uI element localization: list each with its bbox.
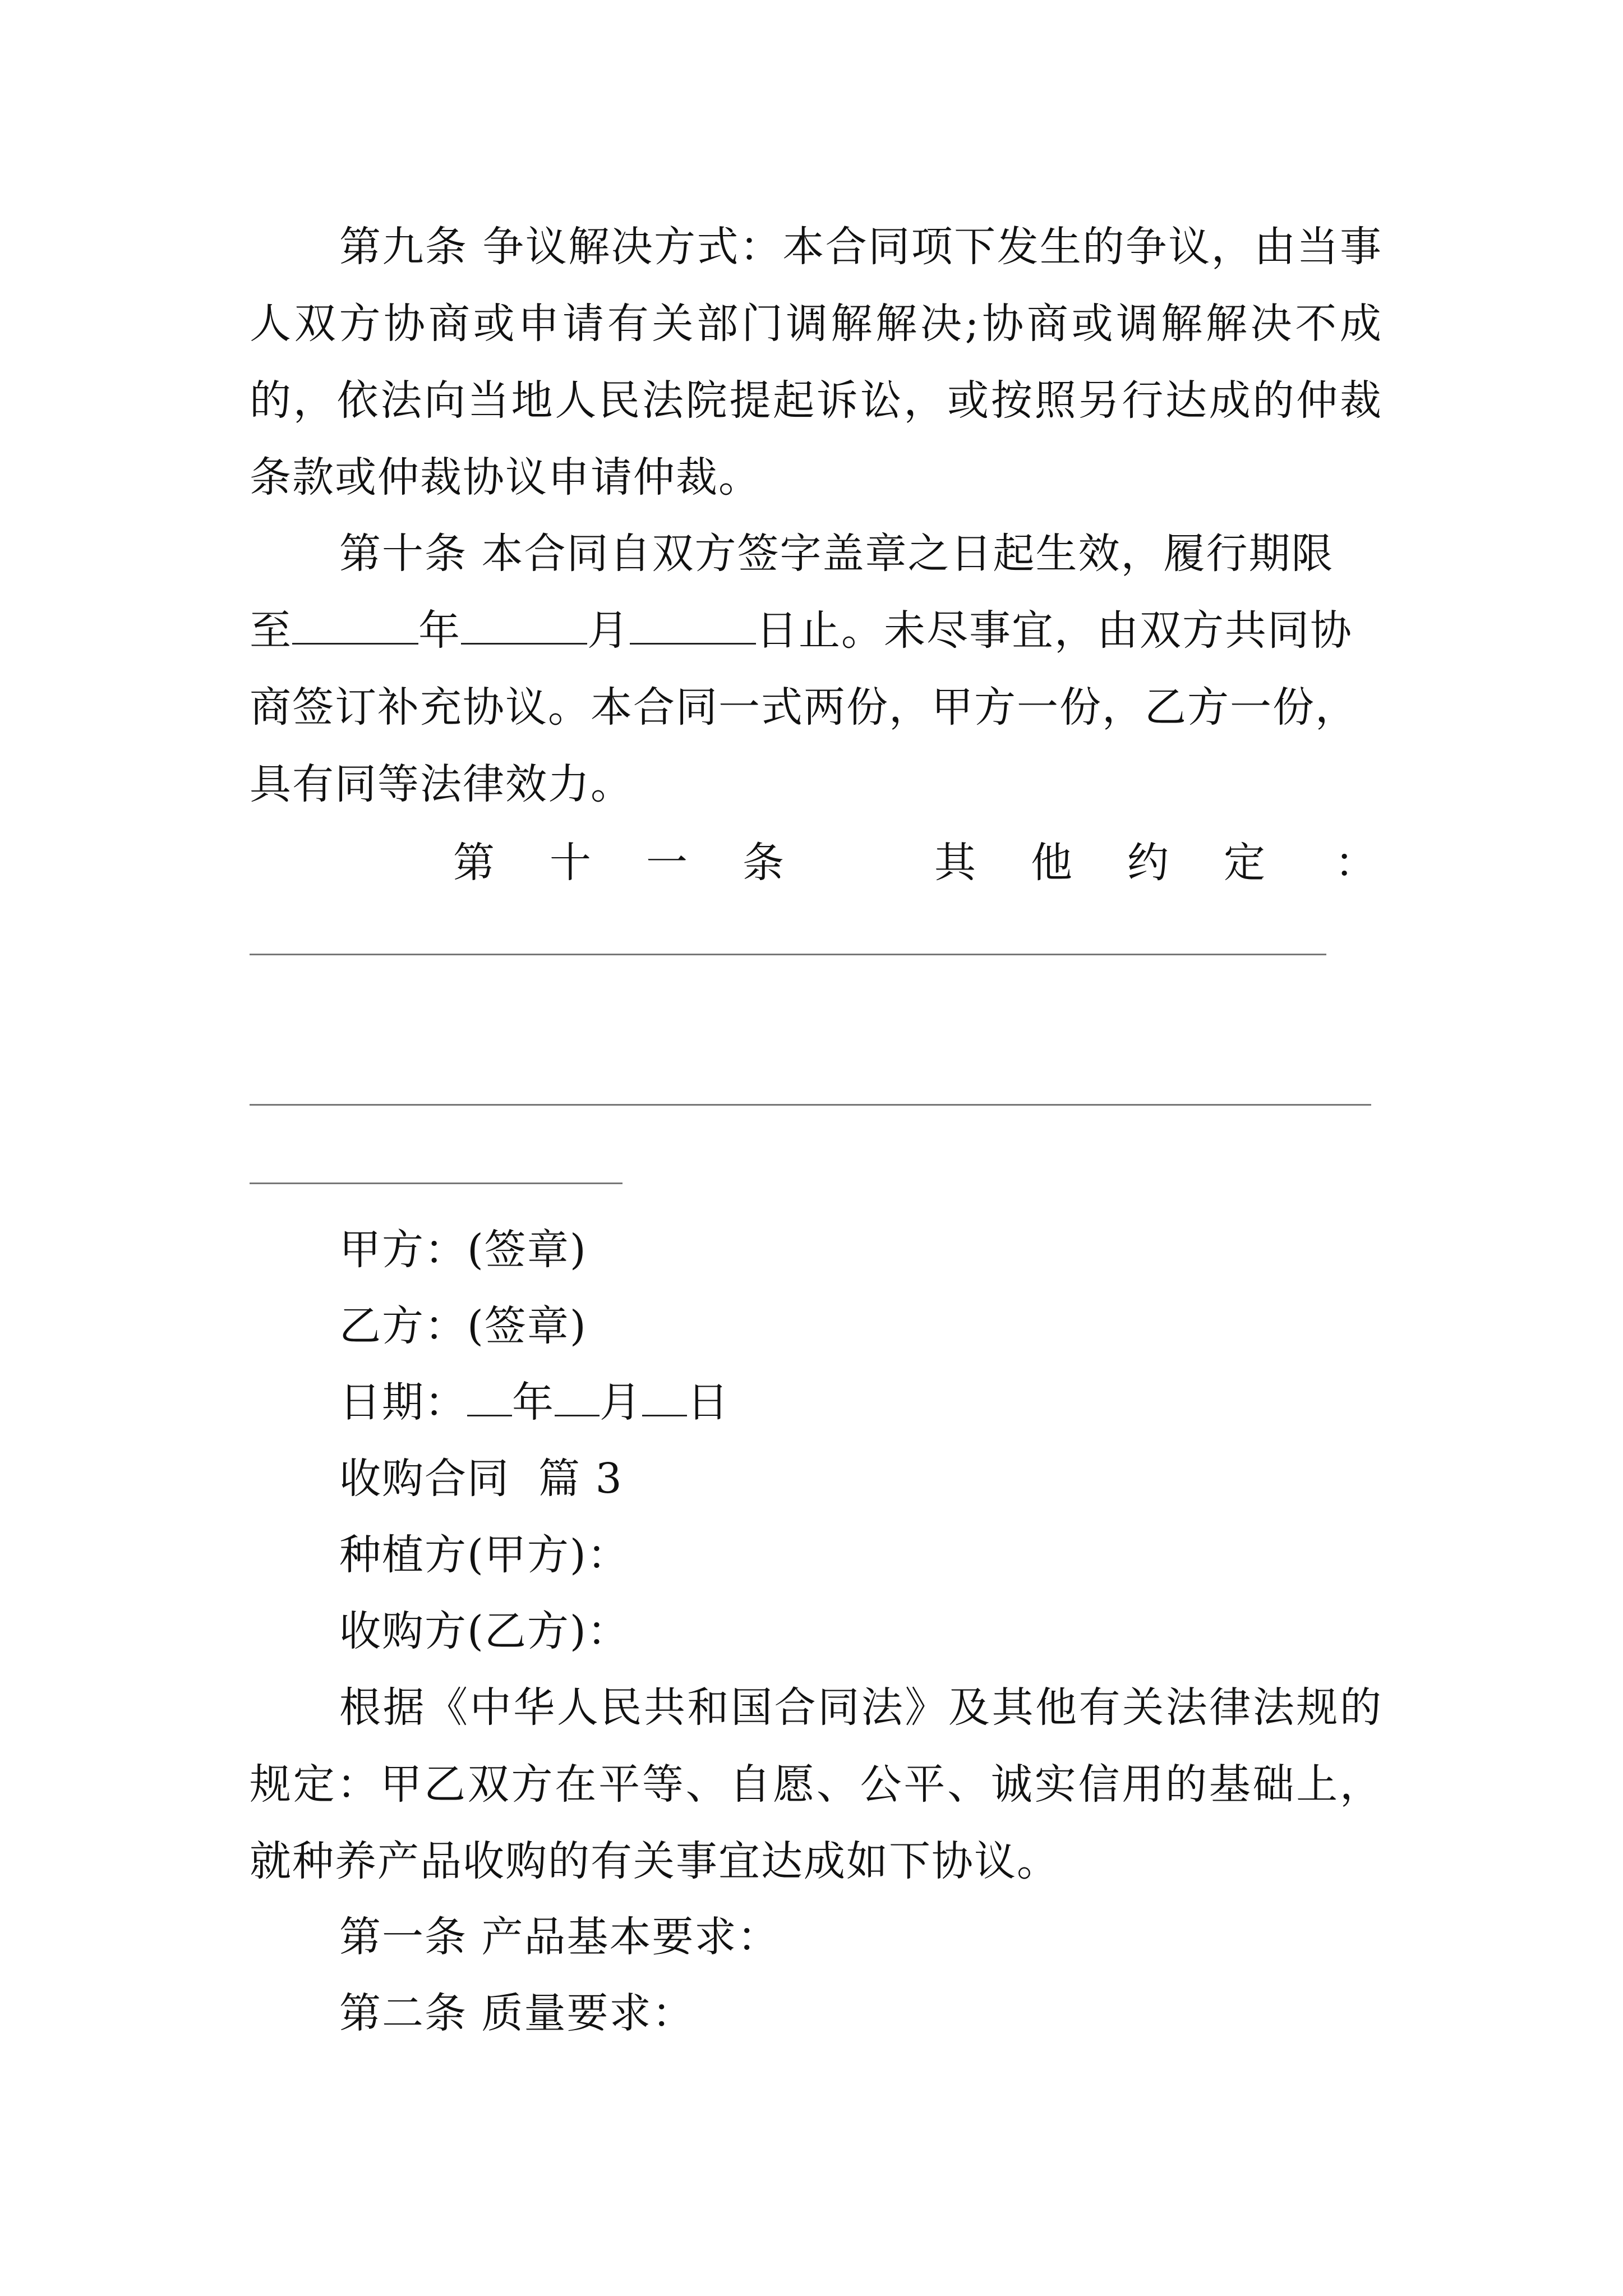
article-11-char: 他 <box>1031 839 1072 887</box>
date-year-blank <box>467 1379 512 1416</box>
article-11-char: 第 <box>453 839 495 887</box>
article-10-intro: 第十条 本合同自双方签字盖章之日起生效，履行期限 <box>339 530 1334 578</box>
article-10-prefix: 至 <box>250 606 292 655</box>
blank-rule-3 <box>250 1182 623 1184</box>
article-10-month: 月 <box>587 606 630 655</box>
article-11-char: ： <box>1335 839 1376 887</box>
article-10-day-suffix: 日止。未尽事宜，由双方共同协 <box>756 606 1353 655</box>
date-month-blank <box>555 1379 600 1416</box>
article-10-line-2 <box>250 592 1353 669</box>
contract-3-article-2: 第二条 质量要求： <box>339 1989 695 2037</box>
contract-3-preamble: 根据《中华人民共和国合同法》及其他有关法律法规的规定：甲乙双方在平等、自愿、公平、诚实信用的基础上，就种养产品收购的有关事宜达成如下协议。 <box>250 1683 1382 1885</box>
article-10-line-4: 具有同等法律效力。 <box>250 760 633 808</box>
date-day: 日 <box>687 1378 730 1427</box>
party-a-signature: 甲方：(签章) <box>339 1226 587 1274</box>
day-blank <box>630 607 756 645</box>
article-11-char: 十 <box>550 839 591 887</box>
article-11-char: 定 <box>1224 839 1265 887</box>
date-month: 月 <box>600 1378 642 1427</box>
blank-rule-2 <box>250 1104 1371 1106</box>
blank-rule-1 <box>250 954 1326 955</box>
article-10-year: 年 <box>418 606 461 655</box>
contract-3-article-1: 第一条 产品基本要求： <box>339 1913 780 1961</box>
article-10-line-3: 商签订补充协议。本合同一式两份，甲方一份，乙方一份， <box>250 683 1358 731</box>
article-11-char: 条 <box>743 839 784 887</box>
article-11-char: 一 <box>646 839 688 887</box>
month-blank <box>461 607 587 645</box>
article-9-paragraph: 第九条 争议解决方式：本合同项下发生的争议，由当事人双方协商或申请有关部门调解解决;协商或调解解决不成的，依法向当地人民法院提起诉讼，或按照另行达成的仲裁条款或仲裁协议申请仲裁。 <box>250 223 1382 501</box>
date-label: 日期： <box>339 1378 467 1427</box>
article-10-line-1 <box>250 516 1334 592</box>
signature-date <box>339 1364 730 1441</box>
date-year: 年 <box>512 1378 555 1427</box>
article-11-char: 约 <box>1127 839 1169 887</box>
party-b-signature: 乙方：(签章) <box>339 1302 587 1350</box>
grower-party-label: 种植方(甲方)： <box>339 1531 630 1579</box>
date-day-blank <box>642 1379 687 1416</box>
contract-3-title: 收购合同 篇 3 <box>339 1455 623 1503</box>
buyer-party-label: 收购方(乙方)： <box>339 1607 630 1655</box>
article-11-char: 其 <box>934 839 976 887</box>
year-blank <box>292 607 418 645</box>
